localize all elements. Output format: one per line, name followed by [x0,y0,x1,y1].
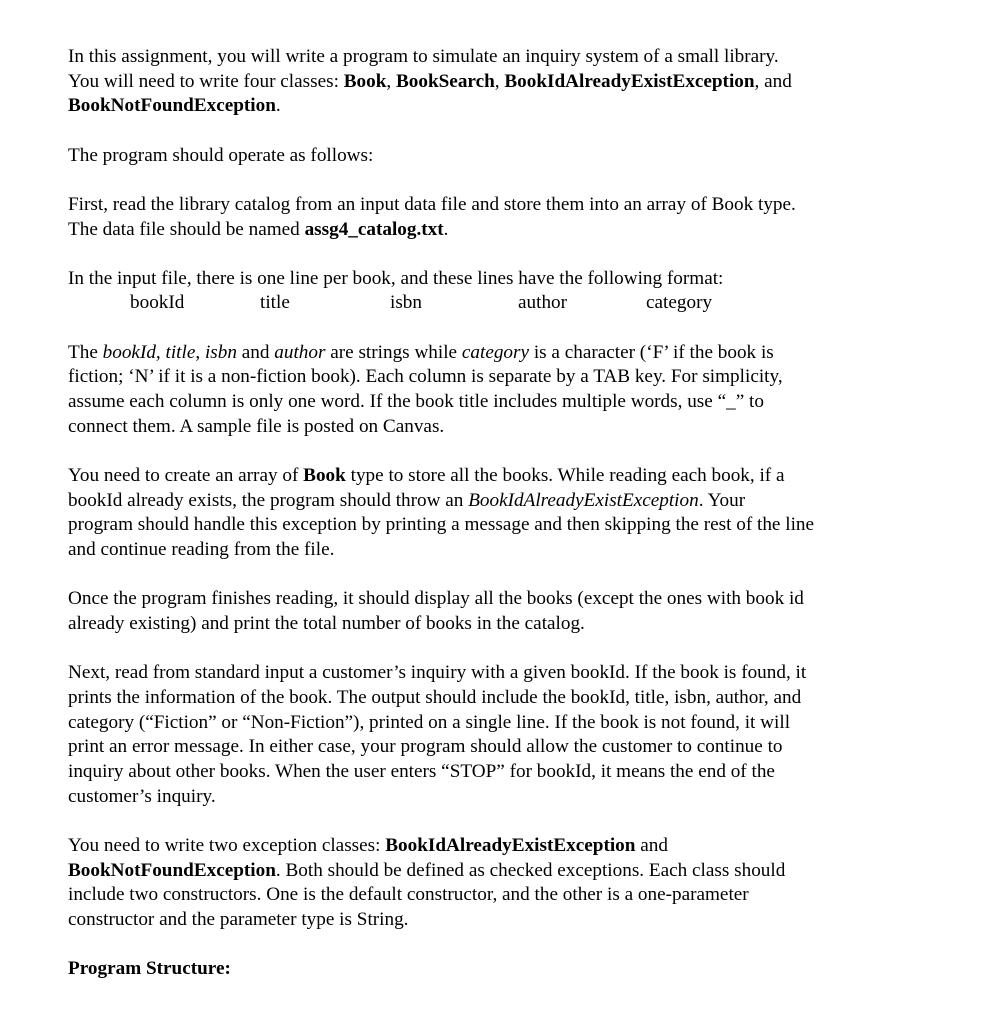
catalog-filename: assg4_catalog.txt [304,218,444,240]
intro-line-3 [68,94,918,119]
finish-paragraph [68,587,918,636]
array-line-4: and continue reading from the file. [68,539,335,561]
description-paragraph [68,341,918,440]
finish-line-1: Once the program finishes reading, it should display all the books (except the ones with book id [68,588,804,610]
field-isbn: isbn [204,341,237,363]
text: , [155,341,166,363]
separator: , and [754,70,792,92]
text: and [236,341,275,363]
format-column-title: title [260,292,290,314]
assignment-document [68,45,918,1006]
class-book: Book [343,70,387,92]
intro-line-2 [68,70,918,95]
operate-paragraph [68,144,918,169]
first-paragraph [68,193,918,242]
text: , [195,341,205,363]
text: . Both should be defined as checked exceptions. Each class should [275,859,786,881]
inquiry-paragraph [68,661,918,809]
text: You need to write two exception classes: [68,834,386,856]
structure-paragraph [68,957,918,982]
period: . [443,218,449,240]
text: You need to create an array of [68,464,304,486]
separator: , [494,70,505,92]
class-bookid-already-exist-exception: BookIdAlreadyExistException [385,834,636,856]
exceptions-line-1 [68,834,918,859]
operate-line: The program should operate as follows: [68,144,374,166]
field-title: title [165,341,196,363]
text: are strings while [325,341,462,363]
text: bookId already exists, the program should throw an [68,489,469,511]
separator: , [386,70,396,92]
text: and [635,834,668,856]
format-column-isbn: isbn [390,292,422,314]
exceptions-line-4: constructor and the parameter type is String. [68,908,409,930]
text: . Your [698,489,746,511]
text: is a character (‘F’ if the book is [529,341,774,363]
exceptions-paragraph [68,834,918,933]
format-column-author: author [518,292,568,314]
array-line-1 [68,464,918,489]
intro-line-1: In this assignment, you will write a program to simulate an inquiry system of a small library. [68,46,779,67]
array-line-2 [68,489,918,514]
description-line-4: connect them. A sample file is posted on Canvas. [68,415,445,437]
format-columns-row [68,291,918,316]
program-structure-heading: Program Structure: [68,958,231,980]
first-text: The data file should be named [68,218,305,240]
text: type to store all the books. While reading each book, if a [345,464,785,486]
class-book-not-found-exception: BookNotFoundException [68,859,276,881]
inquiry-line-2: prints the information of the book. The output should include the bookId, title, isbn, author, and [68,686,802,708]
first-line-2 [68,218,918,243]
format-paragraph [68,267,918,316]
array-paragraph [68,464,918,563]
field-category: category [461,341,530,363]
inquiry-line-6: customer’s inquiry. [68,785,216,807]
inquiry-line-4: print an error message. In either case, your program should allow the customer to continue to [68,736,783,758]
inquiry-line-5: inquiry about other books. When the user enters “STOP” for bookId, it means the end of the [68,760,775,782]
field-author: author [274,341,326,363]
description-line-1 [68,341,918,366]
first-line-1: First, read the library catalog from an input data file and store them into an array of Book type. [68,193,796,215]
inquiry-line-1: Next, read from standard input a customer’s inquiry with a given bookId. If the book is found, it [68,662,807,684]
exceptions-line-3: include two constructors. One is the default constructor, and the other is a one-parameter [68,884,749,906]
exceptions-line-2 [68,859,918,884]
finish-line-2: already existing) and print the total number of books in the catalog. [68,612,585,634]
class-booksearch: BookSearch [395,70,495,92]
exception-name: BookIdAlreadyExistException [468,489,699,511]
period: . [275,95,281,117]
intro-paragraph [68,45,918,119]
format-intro: In the input file, there is one line per book, and these lines have the following format: [68,267,724,289]
class-book-not-found-exception: BookNotFoundException [68,95,276,117]
inquiry-line-3: category (“Fiction” or “Non-Fiction”), printed on a single line. If the book is not found, it will [68,711,791,733]
format-column-category: category [646,292,713,314]
field-bookid: bookId [102,341,156,363]
description-line-3: assume each column is only one word. If the book title includes multiple words, use “_” to [68,391,764,413]
intro-text: You will need to write four classes: [68,70,344,92]
class-book: Book [303,464,346,486]
text: The [68,341,103,363]
format-column-bookid: bookId [130,292,185,314]
class-bookid-already-exist-exception: BookIdAlreadyExistException [504,70,755,92]
array-line-3: program should handle this exception by printing a message and then skipping the rest of the line [68,514,815,536]
description-line-2: fiction; ‘N’ if it is a non-fiction book). Each column is separate by a TAB key. For simplicity, [68,366,783,388]
